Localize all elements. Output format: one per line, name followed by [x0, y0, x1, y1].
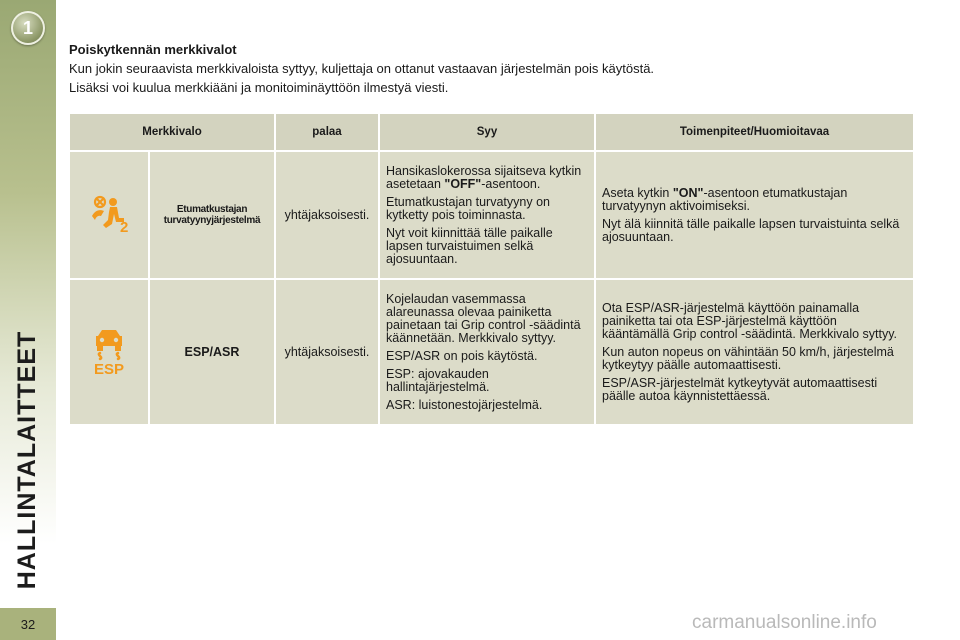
action-text-bold: "ON" — [672, 185, 704, 200]
esp-off-icon — [86, 326, 132, 376]
action-cell — [596, 280, 913, 424]
cause-text: ESP/ASR on pois käytöstä. — [386, 348, 538, 363]
icon-cell — [70, 152, 148, 278]
name-cell — [150, 152, 274, 278]
cause-text: ESP: ajovakauden hallintajärjestelmä. — [386, 366, 490, 394]
freq-cell — [276, 152, 378, 278]
watermark: carmanualsonline.info — [692, 612, 877, 633]
cause-cell — [380, 280, 594, 424]
name-cell — [150, 280, 274, 424]
esp-icon-text: ESP — [93, 360, 125, 376]
table-row — [70, 152, 913, 278]
table-row — [70, 280, 913, 424]
icon-cell — [70, 280, 148, 424]
warning-lights-table — [68, 112, 915, 426]
cause-text: Etumatkustajan turvatyyny on kytketty pois toiminnasta. — [386, 194, 550, 222]
intro-heading: Poiskytkennän merkkivalot — [69, 42, 237, 57]
action-text: Nyt älä kiinnitä tälle paikalle lapsen turvaistuinta selkä ajosuuntaan. — [602, 216, 900, 244]
chapter-badge — [11, 11, 45, 45]
header-palaa: palaa — [276, 114, 378, 150]
header-toimenpiteet: Toimenpiteet/Huomioitavaa — [596, 114, 913, 150]
light-name: ESP/ASR — [184, 344, 240, 359]
action-text-part: Aseta kytkin — [602, 185, 673, 200]
cause-cell — [380, 152, 594, 278]
page-number: 32 — [0, 608, 56, 640]
light-frequency: yhtäjaksoisesti. — [284, 344, 370, 359]
chapter-number: 1 — [22, 17, 33, 38]
light-frequency: yhtäjaksoisesti. — [284, 207, 370, 222]
table-header-row — [70, 114, 913, 150]
cause-text: Nyt voit kiinnittää tälle paikalle lapsen turvaistuimen selkä ajosuuntaan. — [386, 225, 553, 266]
freq-cell — [276, 280, 378, 424]
action-text-part: -asentoon etumatkustajan turvatyynyn aktivoimiseksi. — [602, 185, 848, 213]
cause-text: Kojelaudan vasemmassa alareunassa olevaa painiketta painetaan tai Grip control -säädintä käännetään. Merkkivalo syttyy. — [386, 291, 581, 345]
header-merkkivalo: Merkkivalo — [70, 114, 274, 150]
action-cell — [596, 152, 913, 278]
intro-line-2: Lisäksi voi kuulua merkkiääni ja monitoiminäyttöön ilmestyä viesti. — [69, 80, 449, 95]
cause-text-part: Hansikaslokerossa sijaitseva kytkin asetetaan — [386, 163, 582, 191]
action-text — [602, 187, 907, 213]
action-text: Kun auton nopeus on vähintään 50 km/h, järjestelmä kytkeytyy päälle automaattisesti. — [602, 344, 894, 372]
light-name: Etumatkustajan turvatyynyjärjestelmä — [163, 204, 261, 226]
cause-text: ASR: luistonestojärjestelmä. — [386, 397, 543, 412]
header-syy: Syy — [380, 114, 594, 150]
svg-text:2: 2 — [120, 218, 129, 234]
intro-line-1: Kun jokin seuraavista merkkivaloista syttyy, kuljettaja on ottanut vastaavan järjestelmän pois käytöstä. — [69, 61, 655, 76]
passenger-airbag-off-icon — [86, 194, 132, 234]
intro-section — [69, 42, 929, 98]
action-text: ESP/ASR-järjestelmät kytkeytyvät automaattisesti päälle autoa käynnistettäessä. — [602, 375, 878, 403]
section-title: HALLINTALAITTEET — [13, 330, 41, 590]
chapter-sidebar — [0, 0, 56, 640]
cause-text-part: -asentoon. — [481, 176, 541, 191]
cause-text-bold: "OFF" — [444, 176, 482, 191]
action-text: Ota ESP/ASR-järjestelmä käyttöön painamalla painiketta tai ota ESP-järjestelmä käyttöön kääntämällä Grip control -säädintä. Merkkivalo syttyy. — [602, 300, 898, 341]
cause-text — [386, 165, 588, 191]
